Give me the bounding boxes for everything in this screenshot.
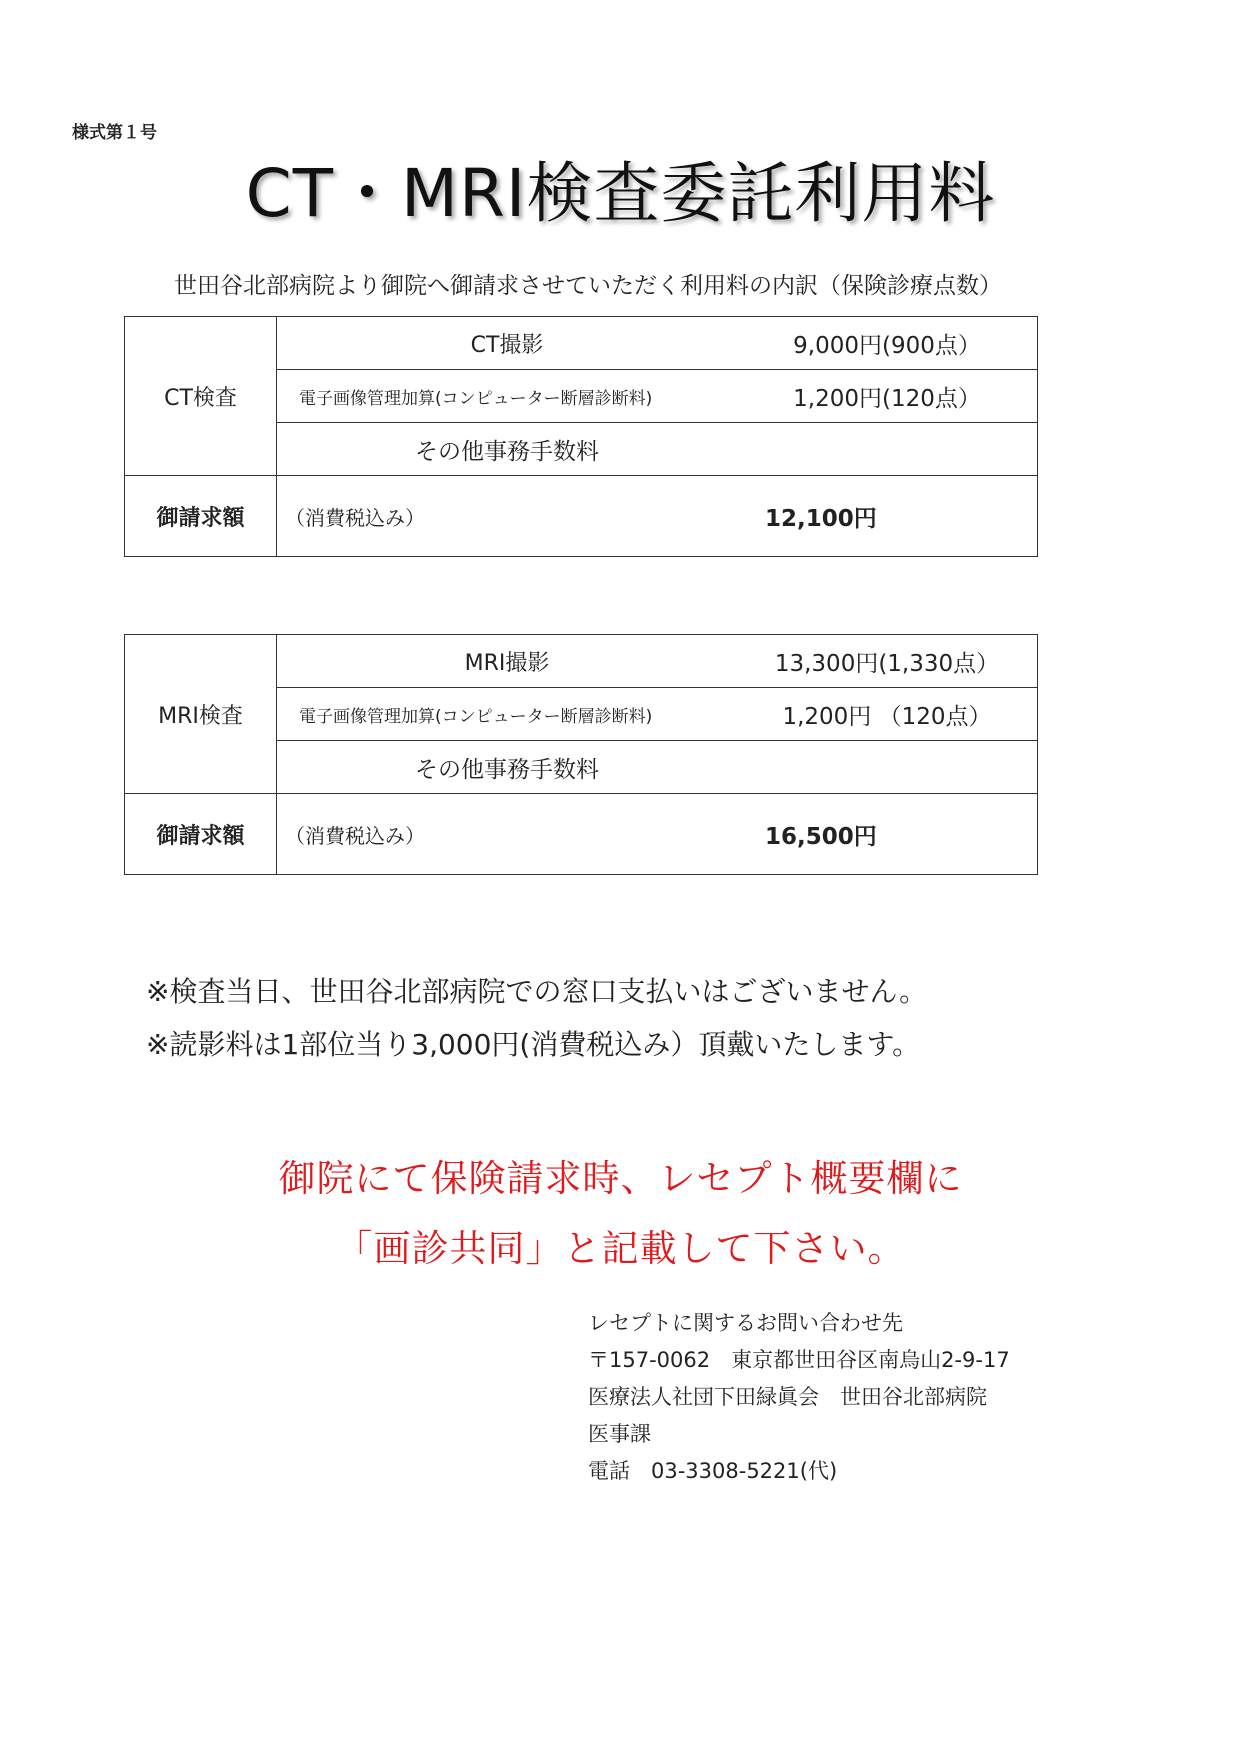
note-reading-fee: ※読影料は1部位当り3,000円(消費税込み）頂戴いたします。 [146, 1028, 921, 1061]
contact-department: 医事課 [588, 1422, 651, 1446]
table-row [125, 317, 1038, 370]
mri-fee-table [124, 634, 1038, 875]
mri-item-mri-scan: MRI撮影 [464, 650, 550, 676]
mri-category-label: MRI検査 [125, 635, 277, 794]
ct-total-amount: 12,100円 [765, 505, 877, 532]
mri-total-label: 御請求額 [125, 794, 277, 875]
contact-organization: 医療法人社団下田緑眞会 世田谷北部病院 [588, 1385, 987, 1409]
ct-total-label: 御請求額 [125, 476, 277, 557]
mri-item-other-fees: その他事務手数料 [415, 756, 599, 783]
ct-item-other-fees: その他事務手数料 [415, 438, 599, 465]
mri-item-image-management: 電子画像管理加算(コンピューター断層診断料) [299, 706, 653, 727]
ct-fee-table [124, 316, 1038, 557]
ct-item-ct-scan: CT撮影 [470, 332, 544, 358]
mri-price-image-management: 1,200円 （120点） [782, 703, 992, 730]
mri-price-mri-scan: 13,300円(1,330点） [774, 650, 1000, 677]
ct-item-image-management: 電子画像管理加算(コンピューター断層診断料) [299, 388, 653, 409]
mri-total-amount: 16,500円 [765, 823, 877, 850]
instruction-line-1: 御院にて保険請求時、レセプト概要欄に [278, 1157, 963, 1200]
ct-tax-note: （消費税込み） [285, 505, 425, 530]
table-row [125, 476, 1038, 557]
table-row [125, 794, 1038, 875]
ct-category-label: CT検査 [125, 317, 277, 476]
ct-price-ct-scan: 9,000円(900点） [793, 332, 981, 359]
contact-heading: レセプトに関するお問い合わせ先 [588, 1311, 903, 1335]
contact-address: 〒157-0062 東京都世田谷区南烏山2-9-17 [588, 1348, 1010, 1372]
page-subtitle: 世田谷北部病院より御院へ御請求させていただく利用料の内訳（保険診療点数） [174, 273, 1002, 299]
note-no-payment: ※検査当日、世田谷北部病院での窓口支払いはございません。 [146, 975, 928, 1008]
contact-phone: 電話 03-3308-5221(代) [588, 1459, 838, 1483]
mri-tax-note: （消費税込み） [285, 823, 425, 848]
ct-price-image-management: 1,200円(120点） [793, 385, 981, 412]
contact-block [588, 1305, 1010, 1490]
instruction-line-2: 「画診共同」と記載して下さい。 [335, 1227, 906, 1270]
table-row [125, 635, 1038, 688]
page-title: CT・MRI検査委託利用料 [245, 155, 996, 232]
form-number: 様式第１号 [72, 123, 157, 143]
